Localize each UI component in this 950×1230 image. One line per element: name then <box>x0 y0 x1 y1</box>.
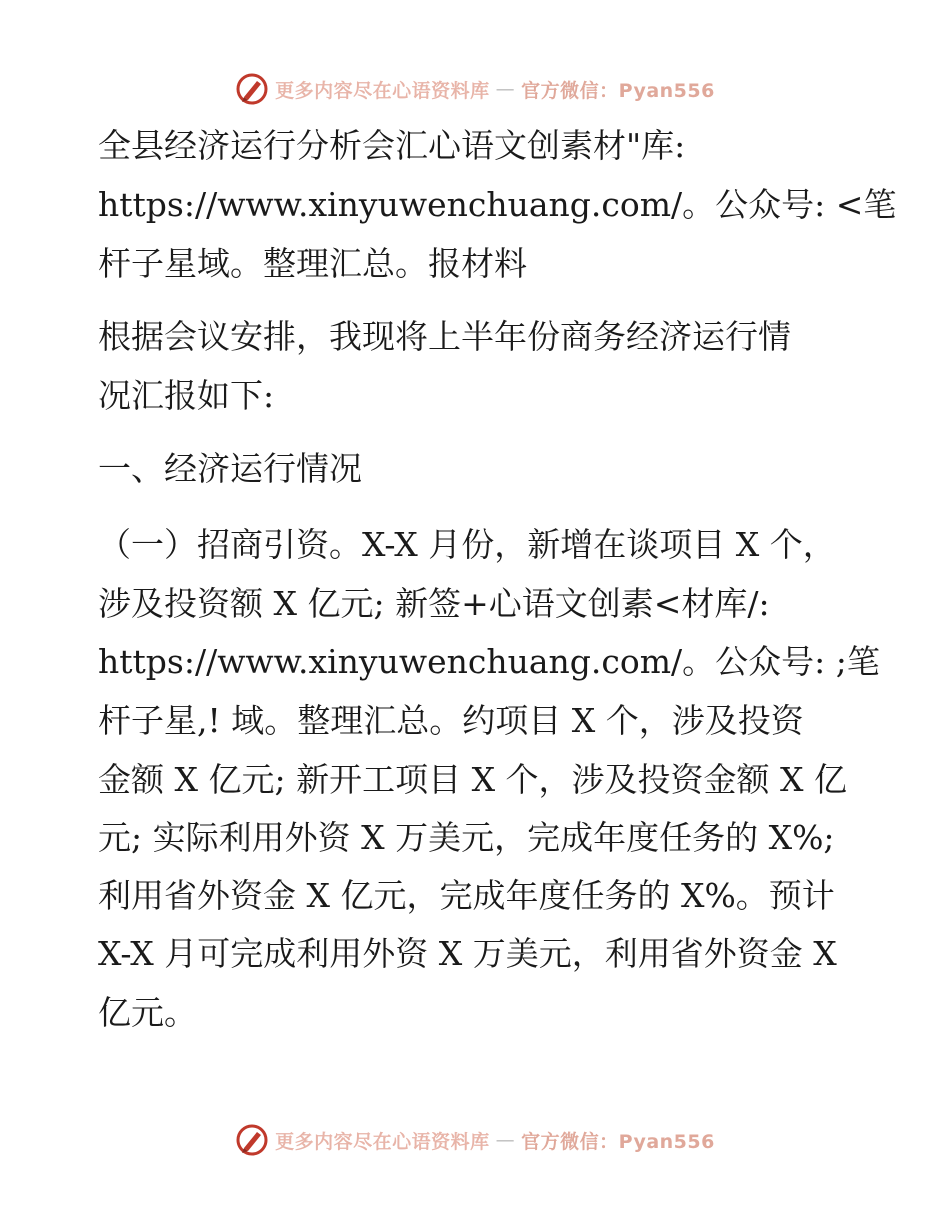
document-line: 杆子星域。整理汇总。报材料 <box>98 244 527 283</box>
document-line: X-X 月可完成利用外资 X 万美元，利用省外资金 X <box>98 934 837 973</box>
document-line: 利用省外资金 X 亿元，完成年度任务的 X%。预计 <box>98 876 835 915</box>
pen-logo-icon <box>235 1123 269 1157</box>
pen-logo-icon <box>235 72 269 106</box>
banner-main-text: 更多内容尽在心语资料库 <box>275 1130 490 1153</box>
document-line: 全县经济运行分析会汇心语文创素材"库: <box>98 126 686 165</box>
document-line: https://www.xinyuwenchuang.com/。公众号: ;笔 <box>98 642 880 681</box>
banner-main-text: 更多内容尽在心语资料库 <box>275 79 490 102</box>
banner-separator: — <box>495 78 516 100</box>
document-line: 金额 X 亿元; 新开工项目 X 个，涉及投资金额 X 亿 <box>98 760 848 799</box>
document-line: 元; 实际利用外资 X 万美元，完成年度任务的 X%; <box>98 818 835 857</box>
document-line: 杆子星,! 域。整理汇总。约项目 X 个，涉及投资 <box>98 701 804 740</box>
section-heading: 一、经济运行情况 <box>98 449 362 488</box>
document-line: 亿元。 <box>98 993 197 1032</box>
document-line: https://www.xinyuwenchuang.com/。公众号: <笔 <box>98 185 897 224</box>
banner-wechat-text: 官方微信：Pyan556 <box>521 79 715 102</box>
document-line: （一）招商引资。X-X 月份，新增在谈项目 X 个， <box>98 525 836 564</box>
document-line: 根据会议安排，我现将上半年份商务经济运行情 <box>98 317 791 356</box>
banner-wechat-text: 官方微信：Pyan556 <box>521 1130 715 1153</box>
header-watermark-banner <box>0 69 950 109</box>
document-line: 涉及投资额 X 亿元; 新签+心语文创素<材库/: <box>98 584 770 623</box>
footer-watermark-banner <box>0 1120 950 1160</box>
document-line: 况汇报如下: <box>98 376 275 415</box>
banner-separator: — <box>495 1129 516 1151</box>
